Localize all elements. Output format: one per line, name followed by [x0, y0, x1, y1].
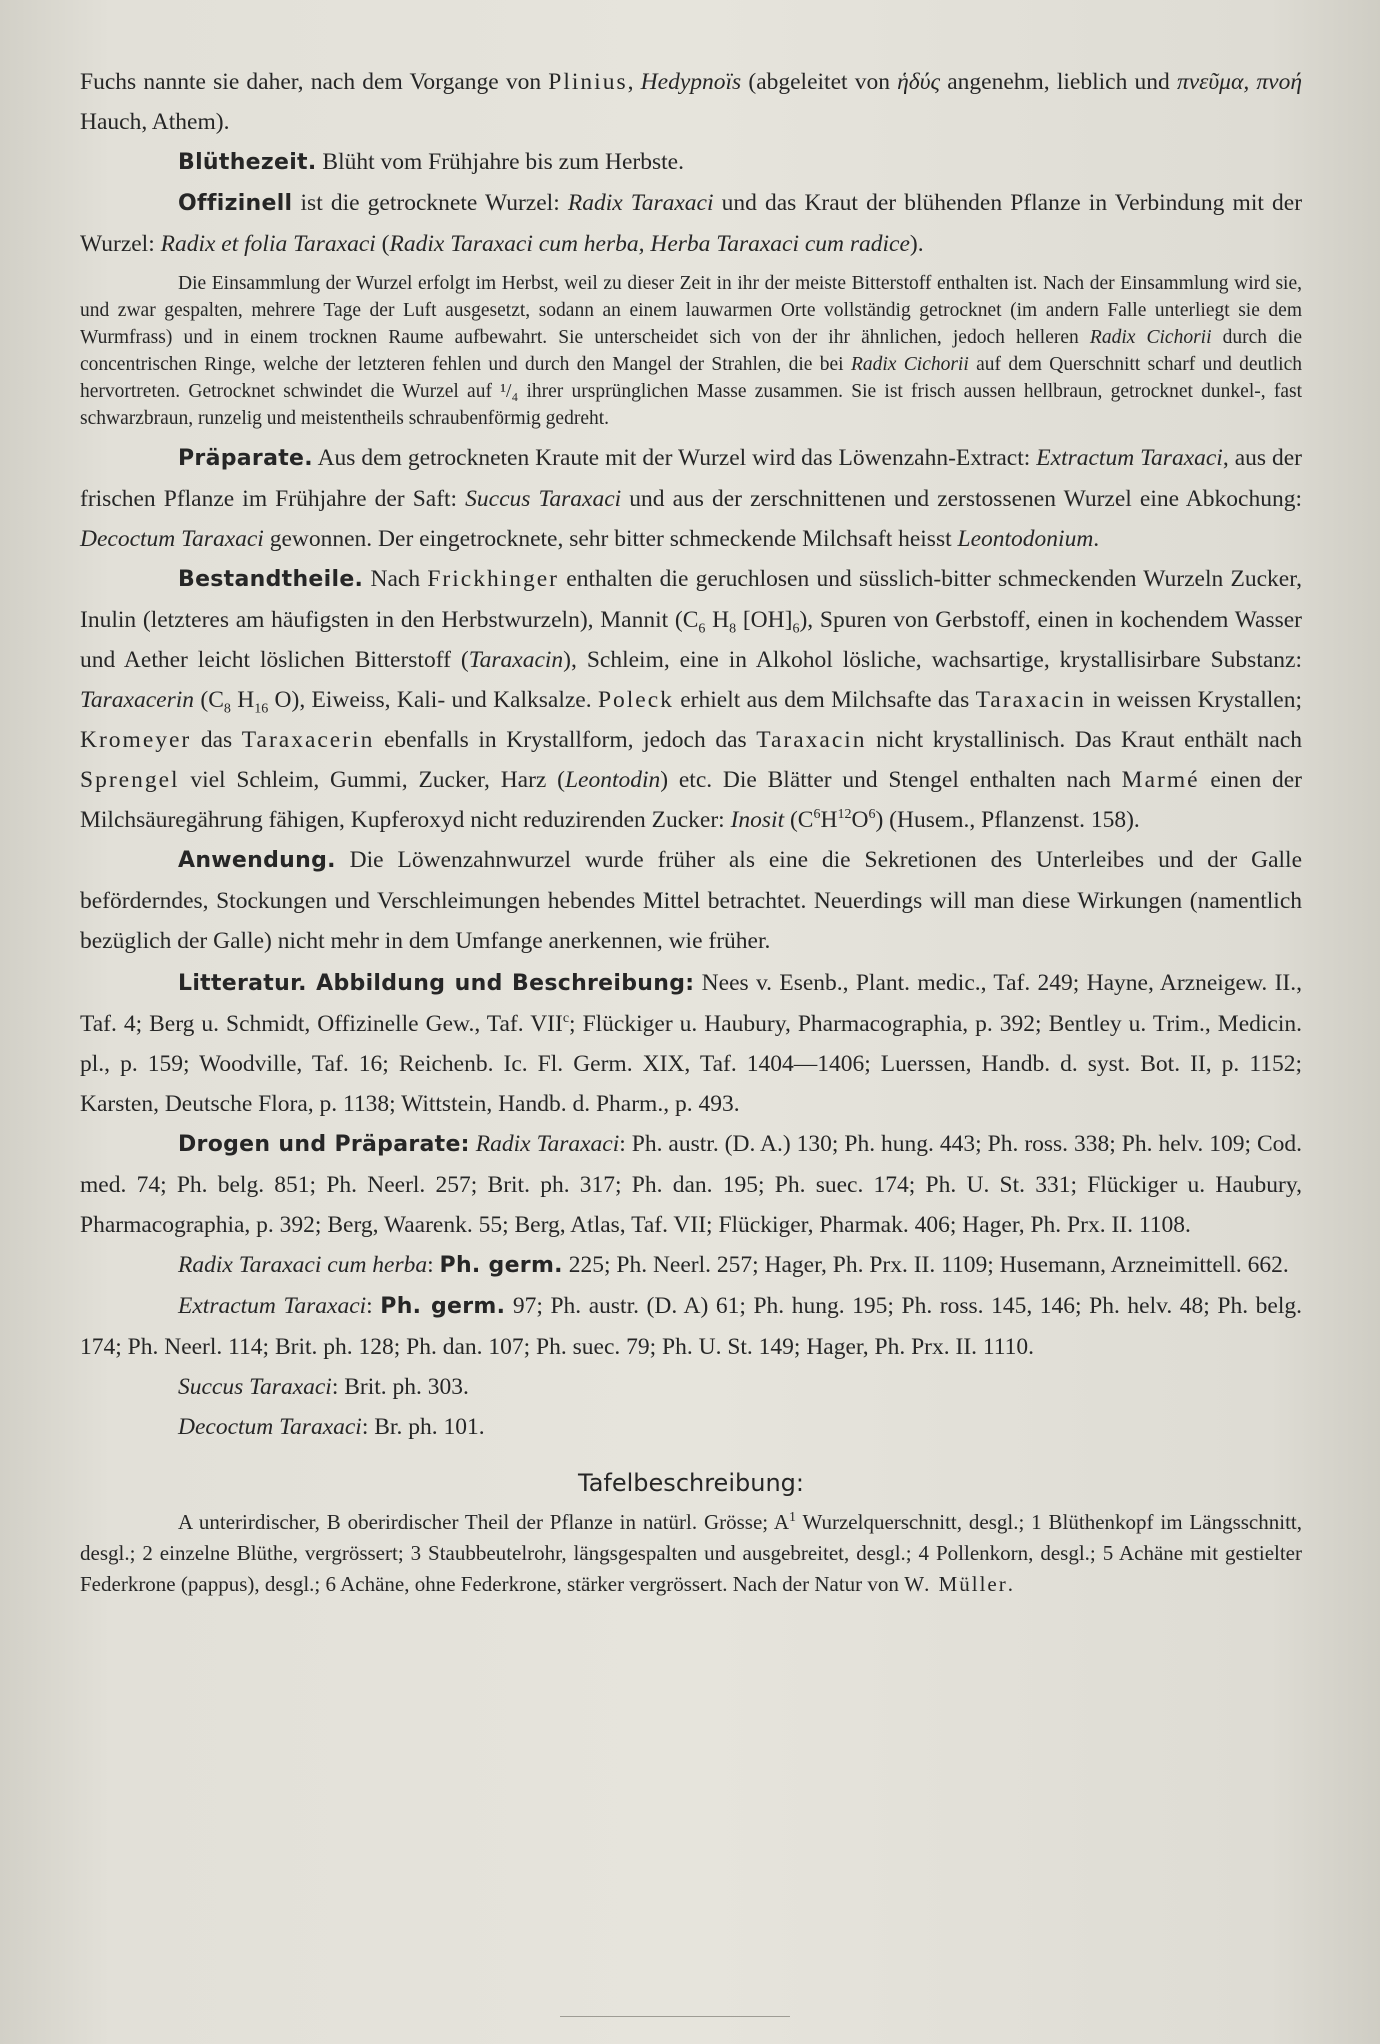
author-name: Frickhinger: [427, 566, 559, 592]
text: ebenfalls in Krystallform, jedoch das: [374, 727, 757, 753]
greek-word: πνεῦμα, πνοή: [1176, 69, 1302, 95]
latin-name: Radix et folia Taraxaci: [160, 231, 376, 257]
text: ).: [909, 231, 924, 257]
text: Nees v. Esenb., Plant. medic., Taf. 249; Hayne, Arzneigew. II., Taf. 4; Berg u. Schmidt, Offizinelle Gew., Taf. VII: [80, 970, 1302, 1037]
text: :: [427, 1252, 440, 1278]
drogen-cum-herba-paragraph: [80, 1245, 1302, 1286]
latin-name: Radix Cichorii: [850, 354, 969, 375]
pharmacopoeia-ref: Ph. germ.: [439, 1253, 563, 1278]
latin-name: Leontodin: [564, 767, 661, 793]
text: (abgeleitet von: [741, 69, 898, 95]
section-heading: Blüthezeit.: [178, 150, 317, 175]
latin-name: Radix Cichorii: [1089, 327, 1212, 348]
text: (: [375, 231, 390, 257]
latin-name: Decoctum Taraxaci: [178, 1414, 362, 1440]
fraction: ¹/₄: [500, 381, 519, 402]
tafel-paragraph: [80, 1507, 1302, 1600]
text: ) (Husem., Pflanzenst. 158).: [875, 807, 1140, 833]
text: viel Schleim, Gummi, Zucker, Harz (: [179, 767, 565, 793]
text: Blüht vom Frühjahre bis zum Herbste.: [316, 149, 684, 175]
text: :: [366, 1293, 381, 1319]
section-heading: Drogen und Präparate:: [178, 1132, 470, 1157]
text: durch die concentrischen Ringe, welche der letzteren fehlen und durch den Mangel der Strahlen, die bei: [80, 327, 1302, 375]
section-heading: Litteratur.: [178, 971, 307, 996]
einsammlung-paragraph: [80, 270, 1302, 432]
drogen-paragraph: [80, 1124, 1302, 1245]
subscript: 8: [223, 701, 231, 717]
text: erhielt aus dem Milchsafte das: [673, 687, 976, 713]
text: (C: [194, 687, 224, 713]
subscript: 6: [792, 621, 800, 637]
greek-word: ἡδύς: [897, 69, 941, 95]
latin-name: Taraxacin: [468, 647, 564, 673]
text: H: [230, 687, 255, 713]
latin-name: Succus Taraxaci: [465, 486, 622, 512]
text: H: [820, 807, 838, 833]
text: A unterirdischer, B oberirdischer Theil der Pflanze in natürl. Grösse; A: [178, 1510, 789, 1534]
section-heading: Präparate.: [178, 446, 313, 471]
bestandtheile-paragraph: [80, 559, 1302, 840]
text: in weissen Krystallen;: [1085, 687, 1302, 713]
text: nicht krystallinisch. Das Kraut enthält nach: [866, 727, 1302, 753]
intro-paragraph: [80, 62, 1302, 142]
spaced-term: Taraxacin: [975, 687, 1086, 713]
latin-name: Leontodonium: [957, 526, 1094, 552]
text: .: [1093, 526, 1100, 552]
text: gewonnen. Der eingetrocknete, sehr bitter schmeckende Milchsaft heisst: [263, 526, 958, 552]
praeparate-paragraph: [80, 438, 1302, 559]
drogen-succus-paragraph: [80, 1367, 1302, 1407]
author-name: Plinius: [548, 69, 628, 95]
text: einen der Milchsäuregährung fähigen, Kupferoxyd nicht reduzirenden Zucker:: [80, 767, 1302, 833]
latin-name: Decoctum Taraxaci: [80, 526, 264, 552]
pharmacopoeia-ref: Ph. germ.: [380, 1294, 506, 1319]
author-name: Marmé: [1121, 767, 1200, 793]
text: das: [191, 727, 242, 753]
superscript: c: [562, 1011, 570, 1027]
text: , aus der frischen Pflanze im Frühjahre der Saft:: [80, 445, 1302, 512]
text: O: [851, 807, 869, 833]
text: Fuchs nannte sie daher, nach dem Vorgange von: [80, 69, 549, 95]
text: : Brit. ph. 303.: [331, 1374, 469, 1400]
text: [OH]: [736, 607, 793, 633]
drogen-decoctum-paragraph: [80, 1407, 1302, 1447]
latin-name: Radix Taraxaci: [567, 190, 714, 216]
section-heading: Offizinell: [178, 191, 293, 216]
text: Aus dem getrockneten Kraute mit der Wurzel wird das Löwenzahn-Extract:: [312, 445, 1037, 471]
text: H: [705, 607, 730, 633]
author-name: Sprengel: [80, 767, 180, 793]
latin-name: Radix Taraxaci cum herba, Herba Taraxaci cum radice: [389, 231, 910, 257]
spaced-term: Taraxacerin: [241, 727, 375, 753]
superscript: 6: [813, 807, 821, 823]
latin-name: Taraxacerin: [80, 687, 195, 713]
text: : Br. ph. 101.: [361, 1414, 485, 1440]
superscript: 1: [789, 1510, 796, 1525]
latin-name: Radix Taraxaci: [475, 1131, 620, 1157]
latin-name: Succus Taraxaci: [178, 1374, 332, 1400]
text-column: [80, 62, 1302, 1600]
text: ihrer ursprünglichen Masse zusammen. Sie ist frisch aussen hellbraun, getrocknet dunkel-, fast schwarzbraun, runzelig und meistentheils schraubenförmig gedreht.: [80, 381, 1302, 429]
latin-name: Extractum Taraxaci: [1036, 445, 1223, 471]
superscript: 6: [868, 807, 876, 823]
text: ist die getrocknete Wurzel:: [292, 190, 568, 216]
text: ), Schleim, eine in Alkohol lösliche, wachsartige, krystallisirbare Substanz:: [563, 647, 1302, 673]
text: O), Eiweiss, Kali- und Kalksalze.: [268, 687, 598, 713]
latin-name: Inosit: [730, 807, 785, 833]
text: und aus der zerschnittenen und zerstossenen Wurzel eine Abkochung:: [621, 486, 1302, 512]
section-heading: Anwendung.: [178, 848, 336, 873]
bottom-divider: [560, 2016, 790, 2017]
subscript: 6: [698, 621, 706, 637]
subscript: 16: [254, 701, 269, 717]
offizinell-paragraph: [80, 183, 1302, 264]
latin-name: Hedypnoïs: [640, 69, 742, 95]
tafel-title: Tafelbeschreibung:: [578, 1469, 804, 1497]
text: ), Spuren von Gerbstoff, einen in kochendem Wasser und Aether leicht löslichen Bitterstoff (: [80, 607, 1302, 673]
text: Hauch, Athem).: [80, 109, 230, 135]
text: enthalten die geruchlosen und süsslich-bitter schmeckenden Wurzeln Zucker, Inulin (letzteres am häufigsten in den Herbstwurzeln), Mannit (C: [80, 566, 1302, 633]
superscript: 12: [837, 807, 852, 823]
text: und das Kraut der blühenden Pflanze in Verbindung mit der Wurzel:: [80, 190, 1303, 257]
subscript: 8: [729, 621, 737, 637]
text: 97; Ph. austr. (D. A) 61; Ph. hung. 195; Ph. ross. 145, 146; Ph. helv. 48; Ph. belg. 174; Ph. Neerl. 114; Brit. ph. 128; Ph. dan. 107; Ph. suec. 79; Ph. U. St. 149; Hager, Ph. Prx. II. 1110.: [80, 1293, 1302, 1360]
text: ) etc. Die Blätter und Stengel enthalten nach: [660, 767, 1122, 793]
text: angenehm, lieblich und: [940, 69, 1177, 95]
drogen-extractum-paragraph: [80, 1286, 1302, 1367]
subsection-heading: Abbildung und Beschreibung:: [306, 971, 695, 996]
text: : Ph. austr. (D. A.) 130; Ph. hung. 443; Ph. ross. 338; Ph. helv. 109; Cod. med. 74; Ph. belg. 851; Ph. Neerl. 257; Brit. ph. 317; Ph. dan. 195; Ph. suec. 174; Ph. U. St. 331; Flückiger u. Haubury, Pharmacographia, p. 392; Berg, Waarenk. 55; Berg, Atlas, Taf. VII; Flückiger, Pharmak. 406; Hager, Ph. Prx. II. 1108.: [80, 1131, 1303, 1238]
latin-name: Extractum Taraxaci: [178, 1293, 367, 1319]
text: Die Löwenzahnwurzel wurde früher als eine die Sekretionen des Unterleibes und der Galle beförderndes, Stockungen und Verschleimungen hebendes Mittel betrachtet. Neuerdings will man diese Wirkungen (namentlich bezüglich der Galle) nicht mehr in dem Umfange anerkennen, wie früher.: [80, 847, 1302, 954]
text: Nach: [363, 566, 428, 592]
text: (C: [784, 807, 814, 833]
author-name: W. Müller: [904, 1572, 1008, 1596]
text: 225; Ph. Neerl. 257; Hager, Ph. Prx. II. 1109; Husemann, Arzneimittell. 662.: [562, 1252, 1289, 1278]
section-heading: Bestandtheile.: [178, 567, 364, 592]
text: Wurzelquerschnitt, desgl.; 1 Blüthenkopf im Längsschnitt, desgl.; 2 einzelne Blüthe, vergrössert; 3 Staubbeutelrohr, längsgespalten und ausgebreitet, desgl.; 4 Pollenkorn, desgl.; 5 Achäne mit gestielter Federkrone (pappus), desgl.; 6 Achäne, ohne Federkrone, stärker vergrössert. Nach der Natur von: [80, 1510, 1302, 1596]
anwendung-paragraph: [80, 840, 1302, 961]
bluethezeit-paragraph: [80, 142, 1302, 183]
spaced-term: Taraxacin: [756, 727, 867, 753]
text: ,: [627, 69, 641, 95]
author-name: Poleck: [597, 687, 674, 713]
text: ; Flückiger u. Haubury, Pharmacographia, p. 392; Bentley u. Trim., Medicin. pl., p. 159; Woodville, Taf. 16; Reichenb. Ic. Fl. Germ. XIX, Taf. 1404—1406; Luerssen, Handb. d. syst. Bot. II, p. 1152; Karsten, Deutsche Flora, p. 1138; Wittstein, Handb. d. Pharm., p. 493.: [80, 1011, 1302, 1117]
author-name: Kromeyer: [80, 727, 192, 753]
latin-name: Radix Taraxaci cum herba: [178, 1252, 428, 1278]
text: auf dem Querschnitt scharf und deutlich hervortreten. Getrocknet schwindet die Wurzel auf: [80, 354, 1302, 402]
text: .: [1007, 1572, 1013, 1596]
text: Die Einsammlung der Wurzel erfolgt im Herbst, weil zu dieser Zeit in ihr der meiste Bitterstoff enthalten ist. Nach der Einsammlung wird sie, und zwar gespalten, mehrere Tage der Luft ausgesetzt, sodann an einem lauwarmen Orte vollständig getrocknet (im andern Falle unterliegt sie dem Wurmfrass) und in einem trocknen Raume aufbewahrt. Sie unterscheidet sich von der ihr ähnlichen, jedoch helleren: [80, 273, 1302, 348]
litteratur-paragraph: [80, 963, 1302, 1124]
